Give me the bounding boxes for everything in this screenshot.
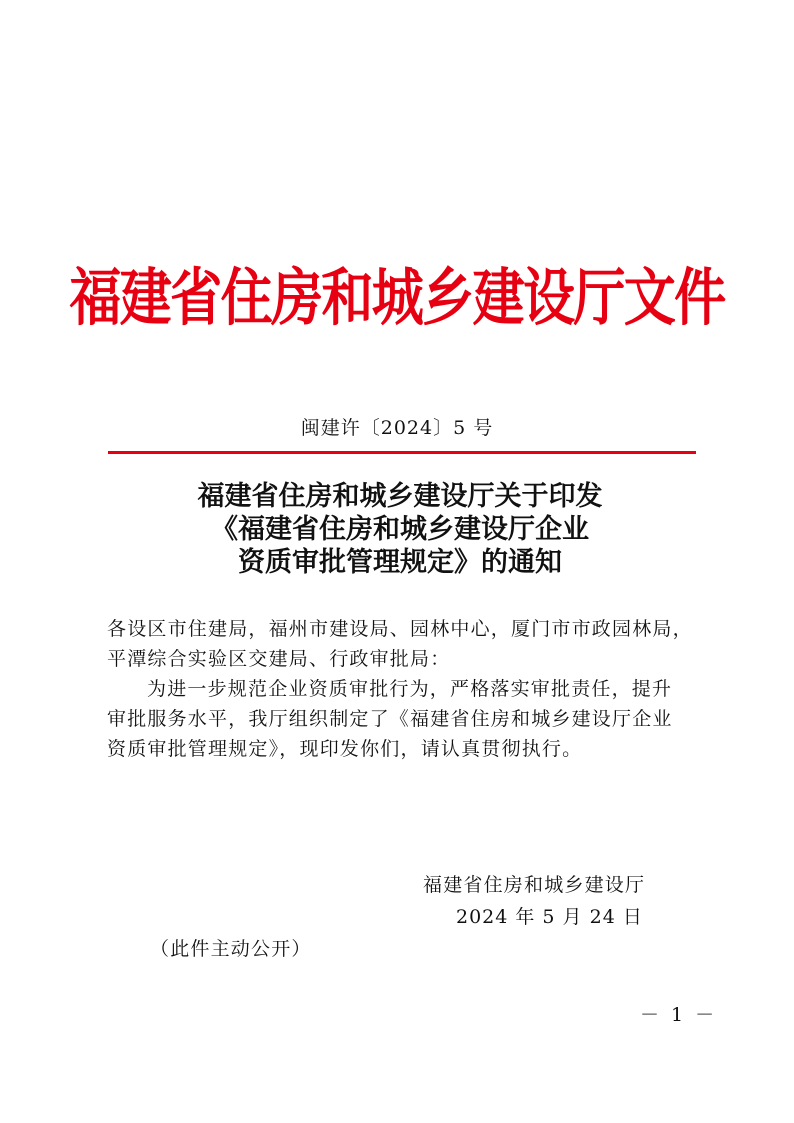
notice-title-line-1: 福建省住房和城乡建设厅关于印发: [197, 481, 603, 512]
notice-title: [90, 480, 710, 579]
paragraph-line-2: 审批服务水平，我厅组织制定了《福建省住房和城乡建设厅企业: [107, 708, 673, 730]
red-separator-line: [108, 451, 696, 454]
body-text: [107, 614, 699, 764]
recipients-line-2: 平潭综合实验区交建局、行政审批局：: [107, 648, 451, 670]
paragraph-line-1: 为进一步规范企业资质审批行为，严格落实审批责任，提升: [147, 678, 673, 700]
notice-title-line-3: 资质审批管理规定》的通知: [238, 547, 562, 578]
document-header-title: 福建省住房和城乡建设厅文件: [69, 261, 725, 334]
document-number: 闽建许〔2024〕5 号: [300, 417, 494, 439]
signature-date: 2024 年 5 月 24 日: [456, 906, 643, 928]
signature-issuer: 福建省住房和城乡建设厅: [423, 874, 646, 896]
paragraph-line-3: 资质审批管理规定》，现印发你们，请认真贯彻执行。: [107, 738, 583, 760]
page-number: － 1 －: [640, 1004, 718, 1026]
notice-title-line-2: 《福建省住房和城乡建设厅企业: [211, 514, 589, 545]
disclosure-note: （此件主动公开）: [150, 938, 312, 960]
recipients-line-1: 各设区市住建局，福州市建设局、园林中心，厦门市市政园林局，: [107, 618, 693, 640]
